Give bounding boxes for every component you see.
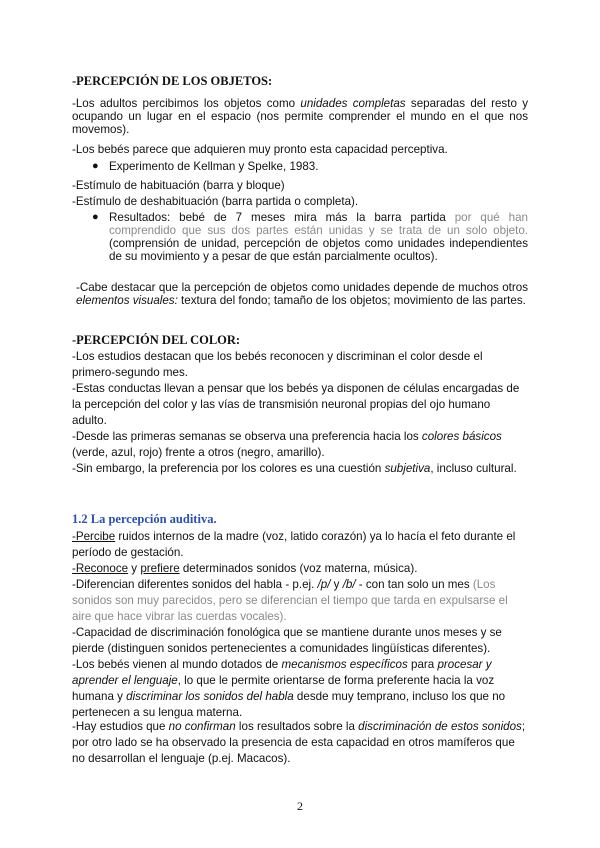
- page-number: 2: [297, 799, 303, 813]
- bullet-experiment: ● Experimento de Kellman y Spelke, 1983.: [92, 160, 319, 173]
- paragraph-recognizes: -Reconoce y prefiere determinados sonidos (voz materna, música).: [72, 562, 418, 575]
- paragraph-visual-elements: -Cabe destacar que la percepción de objetos como unidades depende de muchos otros elementos visuales: textura del fondo; tamaño de los objetos; movimiento de las partes.: [76, 281, 528, 307]
- paragraph-color-studies: -Los estudios destacan que los bebés reconocen y discriminan el color desde el primero-segundo mes.: [72, 350, 483, 379]
- paragraph-speech-sounds: -Diferencian diferentes sonidos del habla - p.ej. /p/ y /b/ - con tan solo un mes (Los sonidos son muy parecidos, pero se diferencian el tiempo que tarda en expulsarse el aire que hace vibrar las cuerdas vocales).: [72, 578, 508, 623]
- paragraph-color-subjective: -Sin embargo, la preferencia por los colores es una cuestión subjetiva, incluso cultural.: [72, 462, 517, 475]
- paragraph-color-cells: -Estas conductas llevan a pensar que los bebés ya disponen de células encargadas de la percepción del color y las vías de transmisión neuronal propias del ojo humano adulto.: [72, 382, 520, 427]
- paragraph-dishabituation: -Estímulo de deshabituación (barra partida o completa).: [72, 195, 359, 208]
- paragraph-babies-capacity: -Los bebés parece que adquieren muy pronto esta capacidad perceptiva.: [72, 143, 448, 156]
- paragraph-perceives: -Percibe ruidos internos de la madre (voz, latido corazón) ya lo hacía el feto durante el período de gestación.: [72, 530, 516, 559]
- paragraph-basic-colors: -Desde las primeras semanas se observa una preferencia hacia los colores básicos (verde, azul, rojo) frente a otros (negro, amarillo).: [72, 430, 502, 459]
- heading-auditory-perception: 1.2 La percepción auditiva.: [72, 512, 217, 526]
- paragraph-phonological: -Capacidad de discriminación fonológica que se mantiene durante unos meses y se pierde (distinguen sonidos pertenecientes a comunidades lingüísticas diferentes).: [72, 626, 502, 655]
- paragraph-mechanisms: -Los bebés vienen al mundo dotados de mecanismos específicos para procesar y aprender el lenguaje, lo que le permite orientarse de forma preferente hacia la voz humana y discriminar los sonidos del habla desde muy temprano, incluso los que no pertenecen a su lengua materna.: [72, 658, 506, 719]
- bullet-results: ● Resultados: bebé de 7 meses mira más la barra partida por qué han comprendido que sus dos partes están unidas y se trata de un solo objeto. (comprensión de unidad, percepción de objetos como unidades independientes de su movimiento y a pesar de que están parcialmente ocultos).: [92, 211, 529, 263]
- bullet-icon: ●: [92, 160, 99, 172]
- paragraph-habituation: -Estímulo de habituación (barra y bloque): [72, 179, 285, 192]
- heading-color-perception: -PERCEPCIÓN DEL COLOR:: [72, 333, 241, 347]
- paragraph-studies-confirm: -Hay estudios que no confirman los resultados sobre la discriminación de estos sonidos; por otro lado se ha observado la presencia de esta capacidad en otros mamíferos que no desarrollan el lenguaje (p.ej. Macacos).: [72, 720, 526, 765]
- bullet-icon: ●: [92, 211, 99, 223]
- heading-object-perception: -PERCEPCIÓN DE LOS OBJETOS:: [72, 74, 273, 88]
- paragraph-adults-objects: -Los adultos percibimos los objetos como unidades completas separadas del resto y ocupando un lugar en el espacio (nos permite comprender el mundo en el que nos movemos).: [72, 97, 528, 136]
